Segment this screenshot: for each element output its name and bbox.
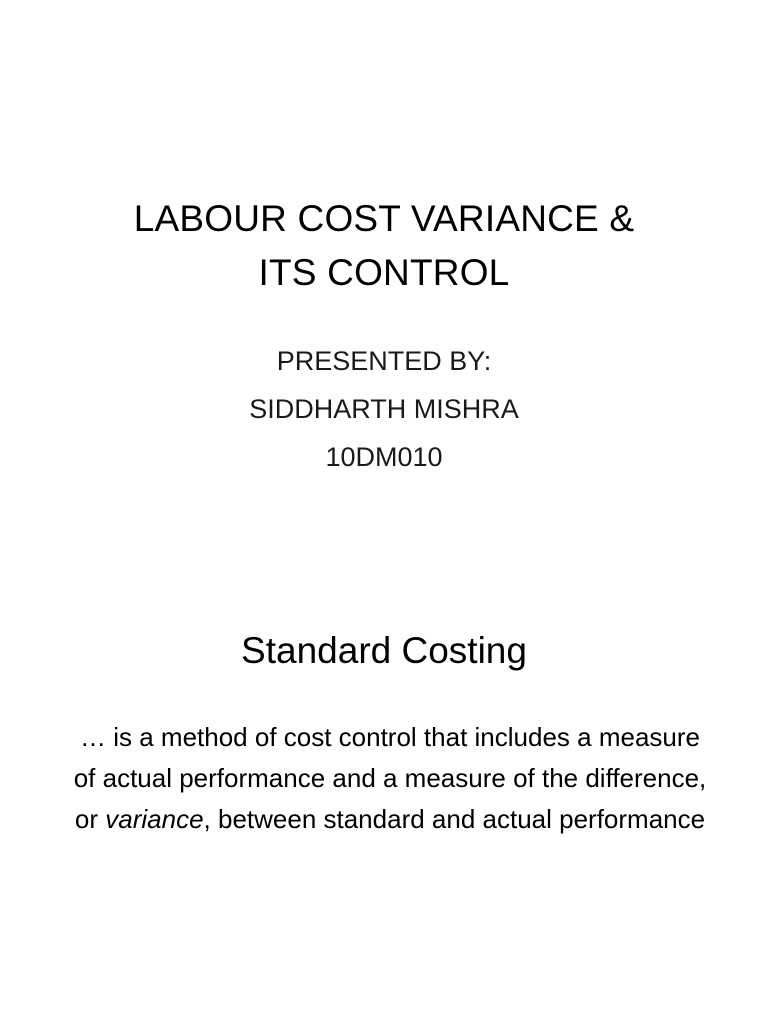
presenter-id: 10DM010 xyxy=(325,442,443,472)
presented-by-label: PRESENTED BY: xyxy=(276,346,492,376)
title-line: LABOUR COST VARIANCE & xyxy=(133,198,635,239)
definition-text xyxy=(70,717,710,840)
definition-prefix: … is a method of cost control that includes a measure of actual performance and a measure of the difference, or xyxy=(73,722,707,834)
presenter-name: SIDDHARTH MISHRA xyxy=(249,394,519,424)
slide-heading: Standard Costing xyxy=(241,630,527,671)
definition-emphasis: variance xyxy=(105,804,204,834)
presenter-block xyxy=(0,337,768,481)
content-slide xyxy=(0,512,768,1024)
title-line: ITS CONTROL xyxy=(258,252,510,293)
slide-title xyxy=(0,192,768,300)
definition-suffix: , between standard and actual performance xyxy=(203,804,706,834)
